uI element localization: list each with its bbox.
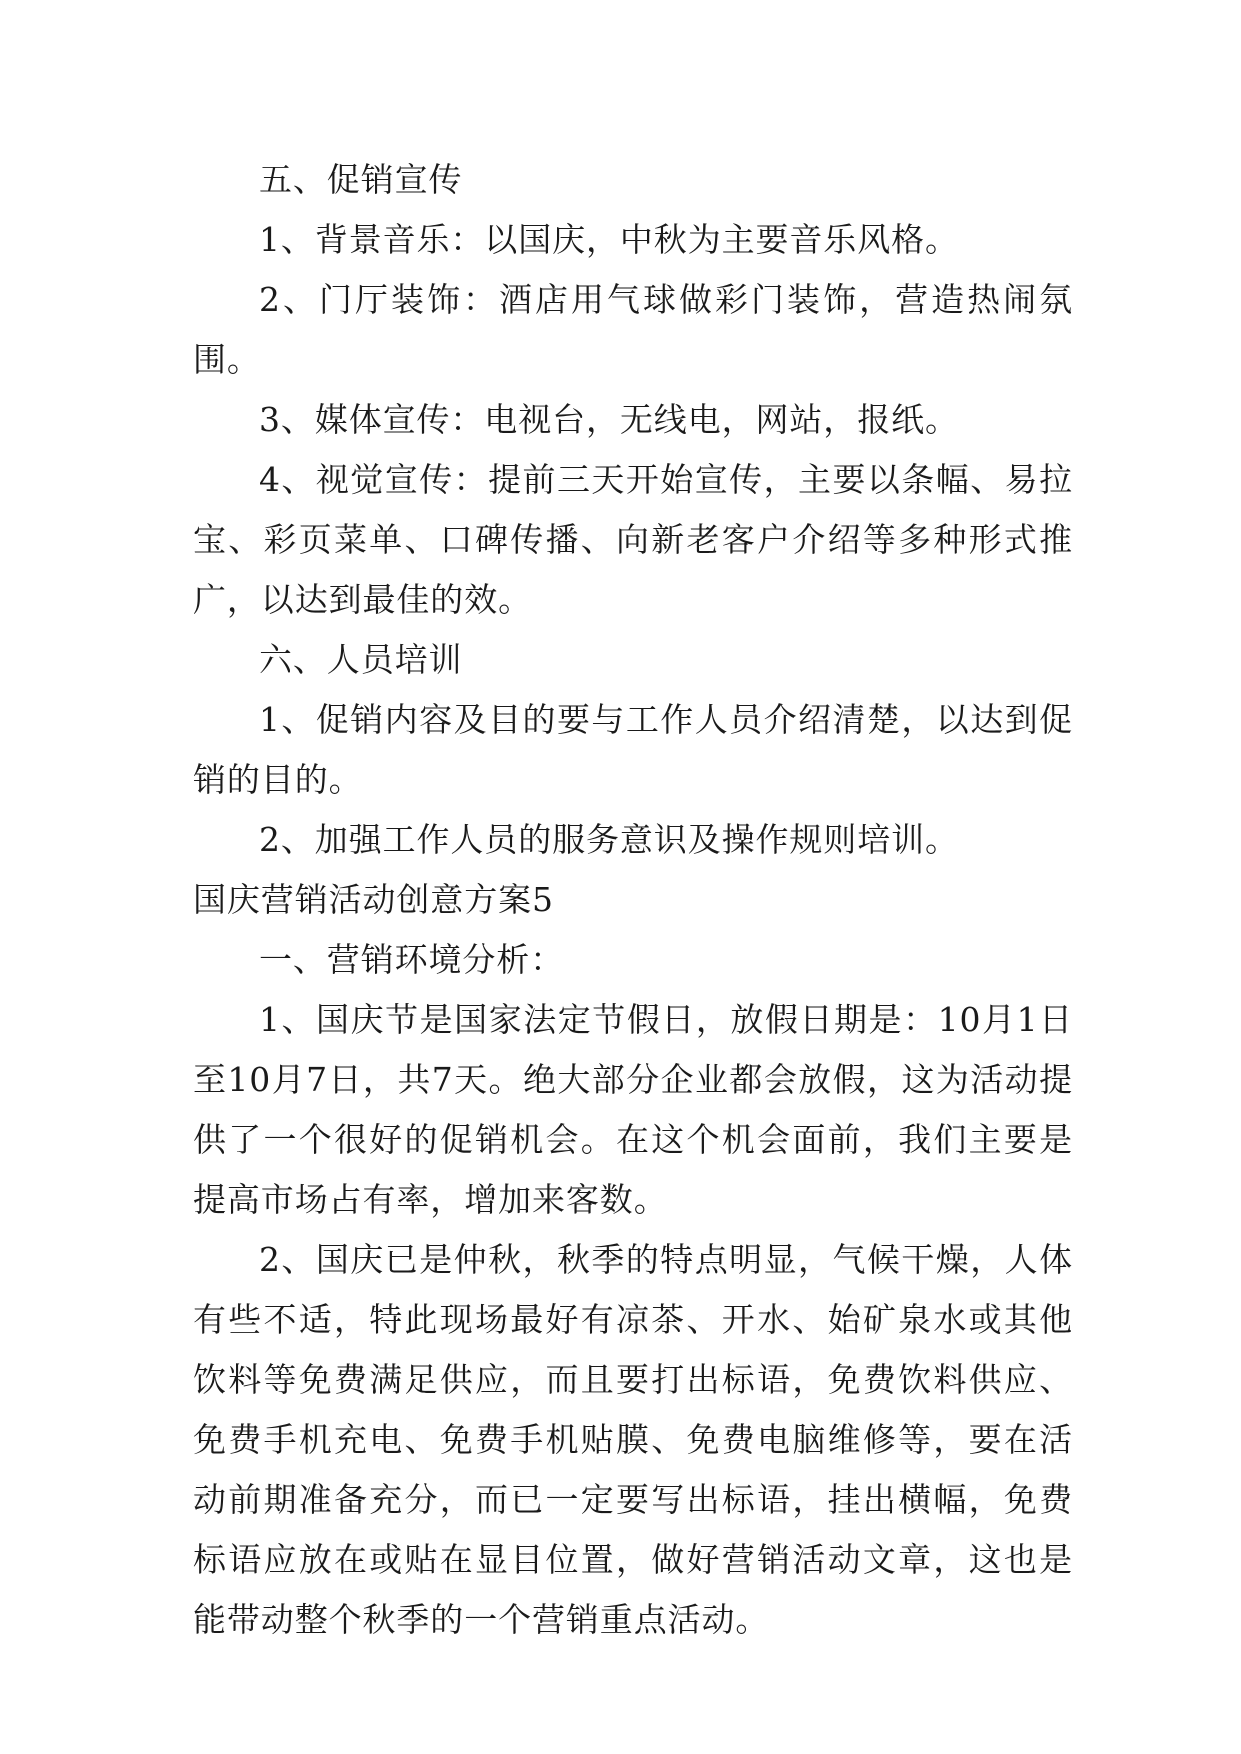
document-title-plan-5: 国庆营销活动创意方案5 <box>193 880 554 919</box>
section-heading-environment: 一、营销环境分析： <box>259 940 565 979</box>
document-body <box>193 150 1073 1650</box>
paragraph-autumn-season: 2、国庆已是仲秋，秋季的特点明显，气候干燥，人体有些不适，特此现场最好有凉茶、开水、始矿泉水或其他饮料等免费满足供应，而且要打出标语，免费饮料供应、免费手机充电、免费手机贴膜、免费电脑维修等，要在活动前期准备充分，而已一定要写出标语，挂出横幅，免费标语应放在或贴在显目位置，做好营销活动文章，这也是能带动整个秋季的一个营销重点活动。 <box>193 1240 1073 1639</box>
paragraph-national-holiday: 1、国庆节是国家法定节假日，放假日期是：10月1日至10月7日，共7天。绝大部分企业都会放假，这为活动提供了一个很好的促销机会。在这个机会面前，我们主要是提高市场占有率，增加来客数。 <box>193 1000 1073 1219</box>
paragraph-background-music: 1、背景音乐：以国庆，中秋为主要音乐风格。 <box>259 220 959 259</box>
section-heading-promotion: 五、促销宣传 <box>259 160 463 199</box>
paragraph-visual-promotion: 4、视觉宣传：提前三天开始宣传，主要以条幅、易拉宝、彩页菜单、口碑传播、向新老客户介绍等多种形式推广，以达到最佳的效。 <box>193 460 1073 619</box>
section-heading-training: 六、人员培训 <box>259 640 463 679</box>
paragraph-media-promotion: 3、媒体宣传：电视台，无线电，网站，报纸。 <box>259 400 959 439</box>
paragraph-training-content: 1、促销内容及目的要与工作人员介绍清楚，以达到促销的目的。 <box>193 700 1073 799</box>
paragraph-training-service: 2、加强工作人员的服务意识及操作规则培训。 <box>259 820 959 859</box>
paragraph-lobby-decoration: 2、门厅装饰：酒店用气球做彩门装饰，营造热闹氛围。 <box>193 280 1073 379</box>
